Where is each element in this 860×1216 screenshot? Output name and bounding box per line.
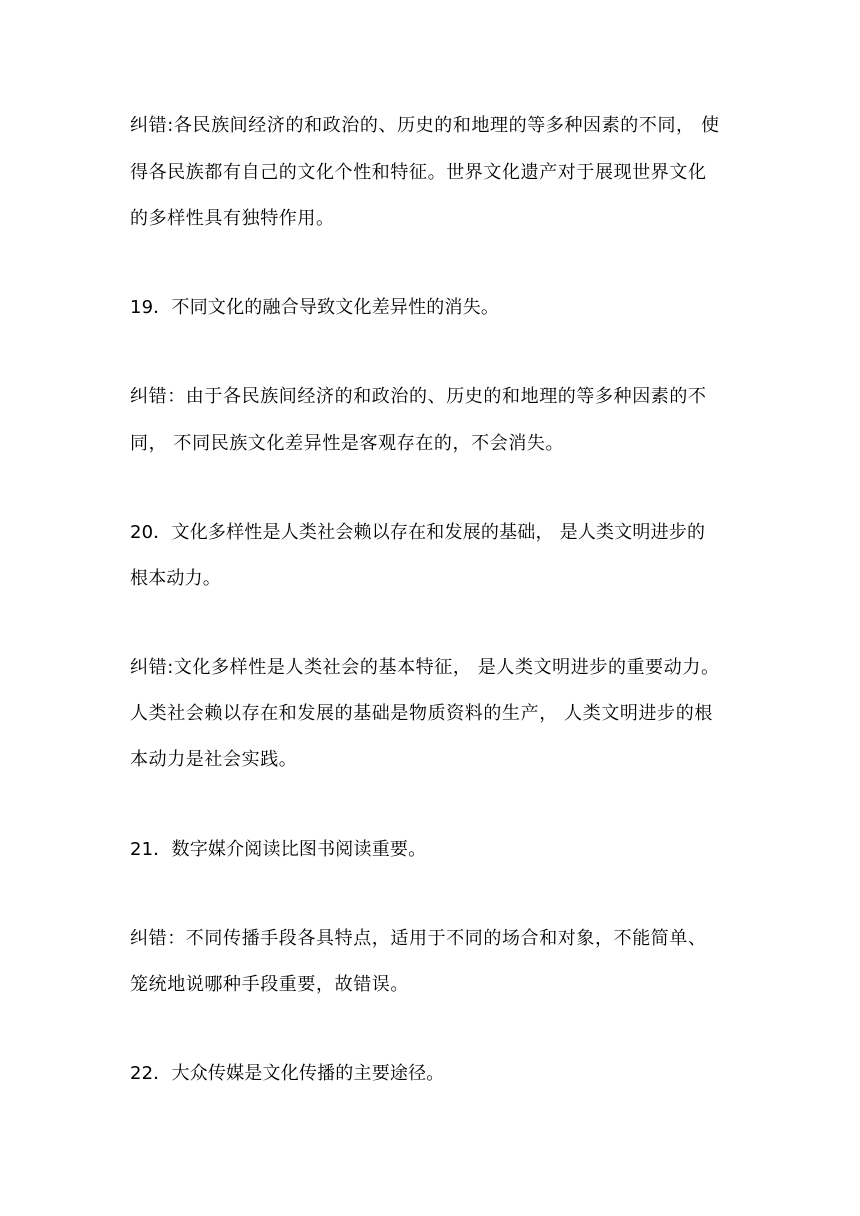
text-line: 笼统地说哪种手段重要，故错误。 xyxy=(130,974,409,995)
text-line: 得各民族都有自己的文化个性和特征。世界文化遗产对于展现世界文化 xyxy=(130,162,707,183)
text-line: 的多样性具有独特作用。 xyxy=(130,208,335,229)
text-line: 同， 不同民族文化差异性是客观存在的，不会消失。 xyxy=(130,433,565,454)
text-line: 纠错：不同传播手段各具特点，适用于不同的场合和对象，不能简单、 xyxy=(130,928,707,949)
text-line: 本动力是社会实践。 xyxy=(130,749,298,770)
text-line: 纠错:各民族间经济的和政治的、历史的和地理的等多种因素的不同， 使 xyxy=(130,115,720,136)
text-line: 纠错:文化多样性是人类社会的基本特征， 是人类文明进步的重要动力。 xyxy=(130,657,720,678)
question-line: 22．大众传媒是文化传播的主要途径。 xyxy=(130,1063,445,1084)
text-line: 人类社会赖以存在和发展的基础是物质资料的生产， 人类文明进步的根 xyxy=(130,703,713,724)
question-line: 19．不同文化的融合导致文化差异性的消失。 xyxy=(130,297,500,318)
text-line: 纠错：由于各民族间经济的和政治的、历史的和地理的等多种因素的不 xyxy=(130,386,707,407)
question-line: 根本动力。 xyxy=(130,568,221,589)
question-line: 20．文化多样性是人类社会赖以存在和发展的基础， 是人类文明进步的 xyxy=(130,522,706,543)
question-line: 21．数字媒介阅读比图书阅读重要。 xyxy=(130,839,427,860)
